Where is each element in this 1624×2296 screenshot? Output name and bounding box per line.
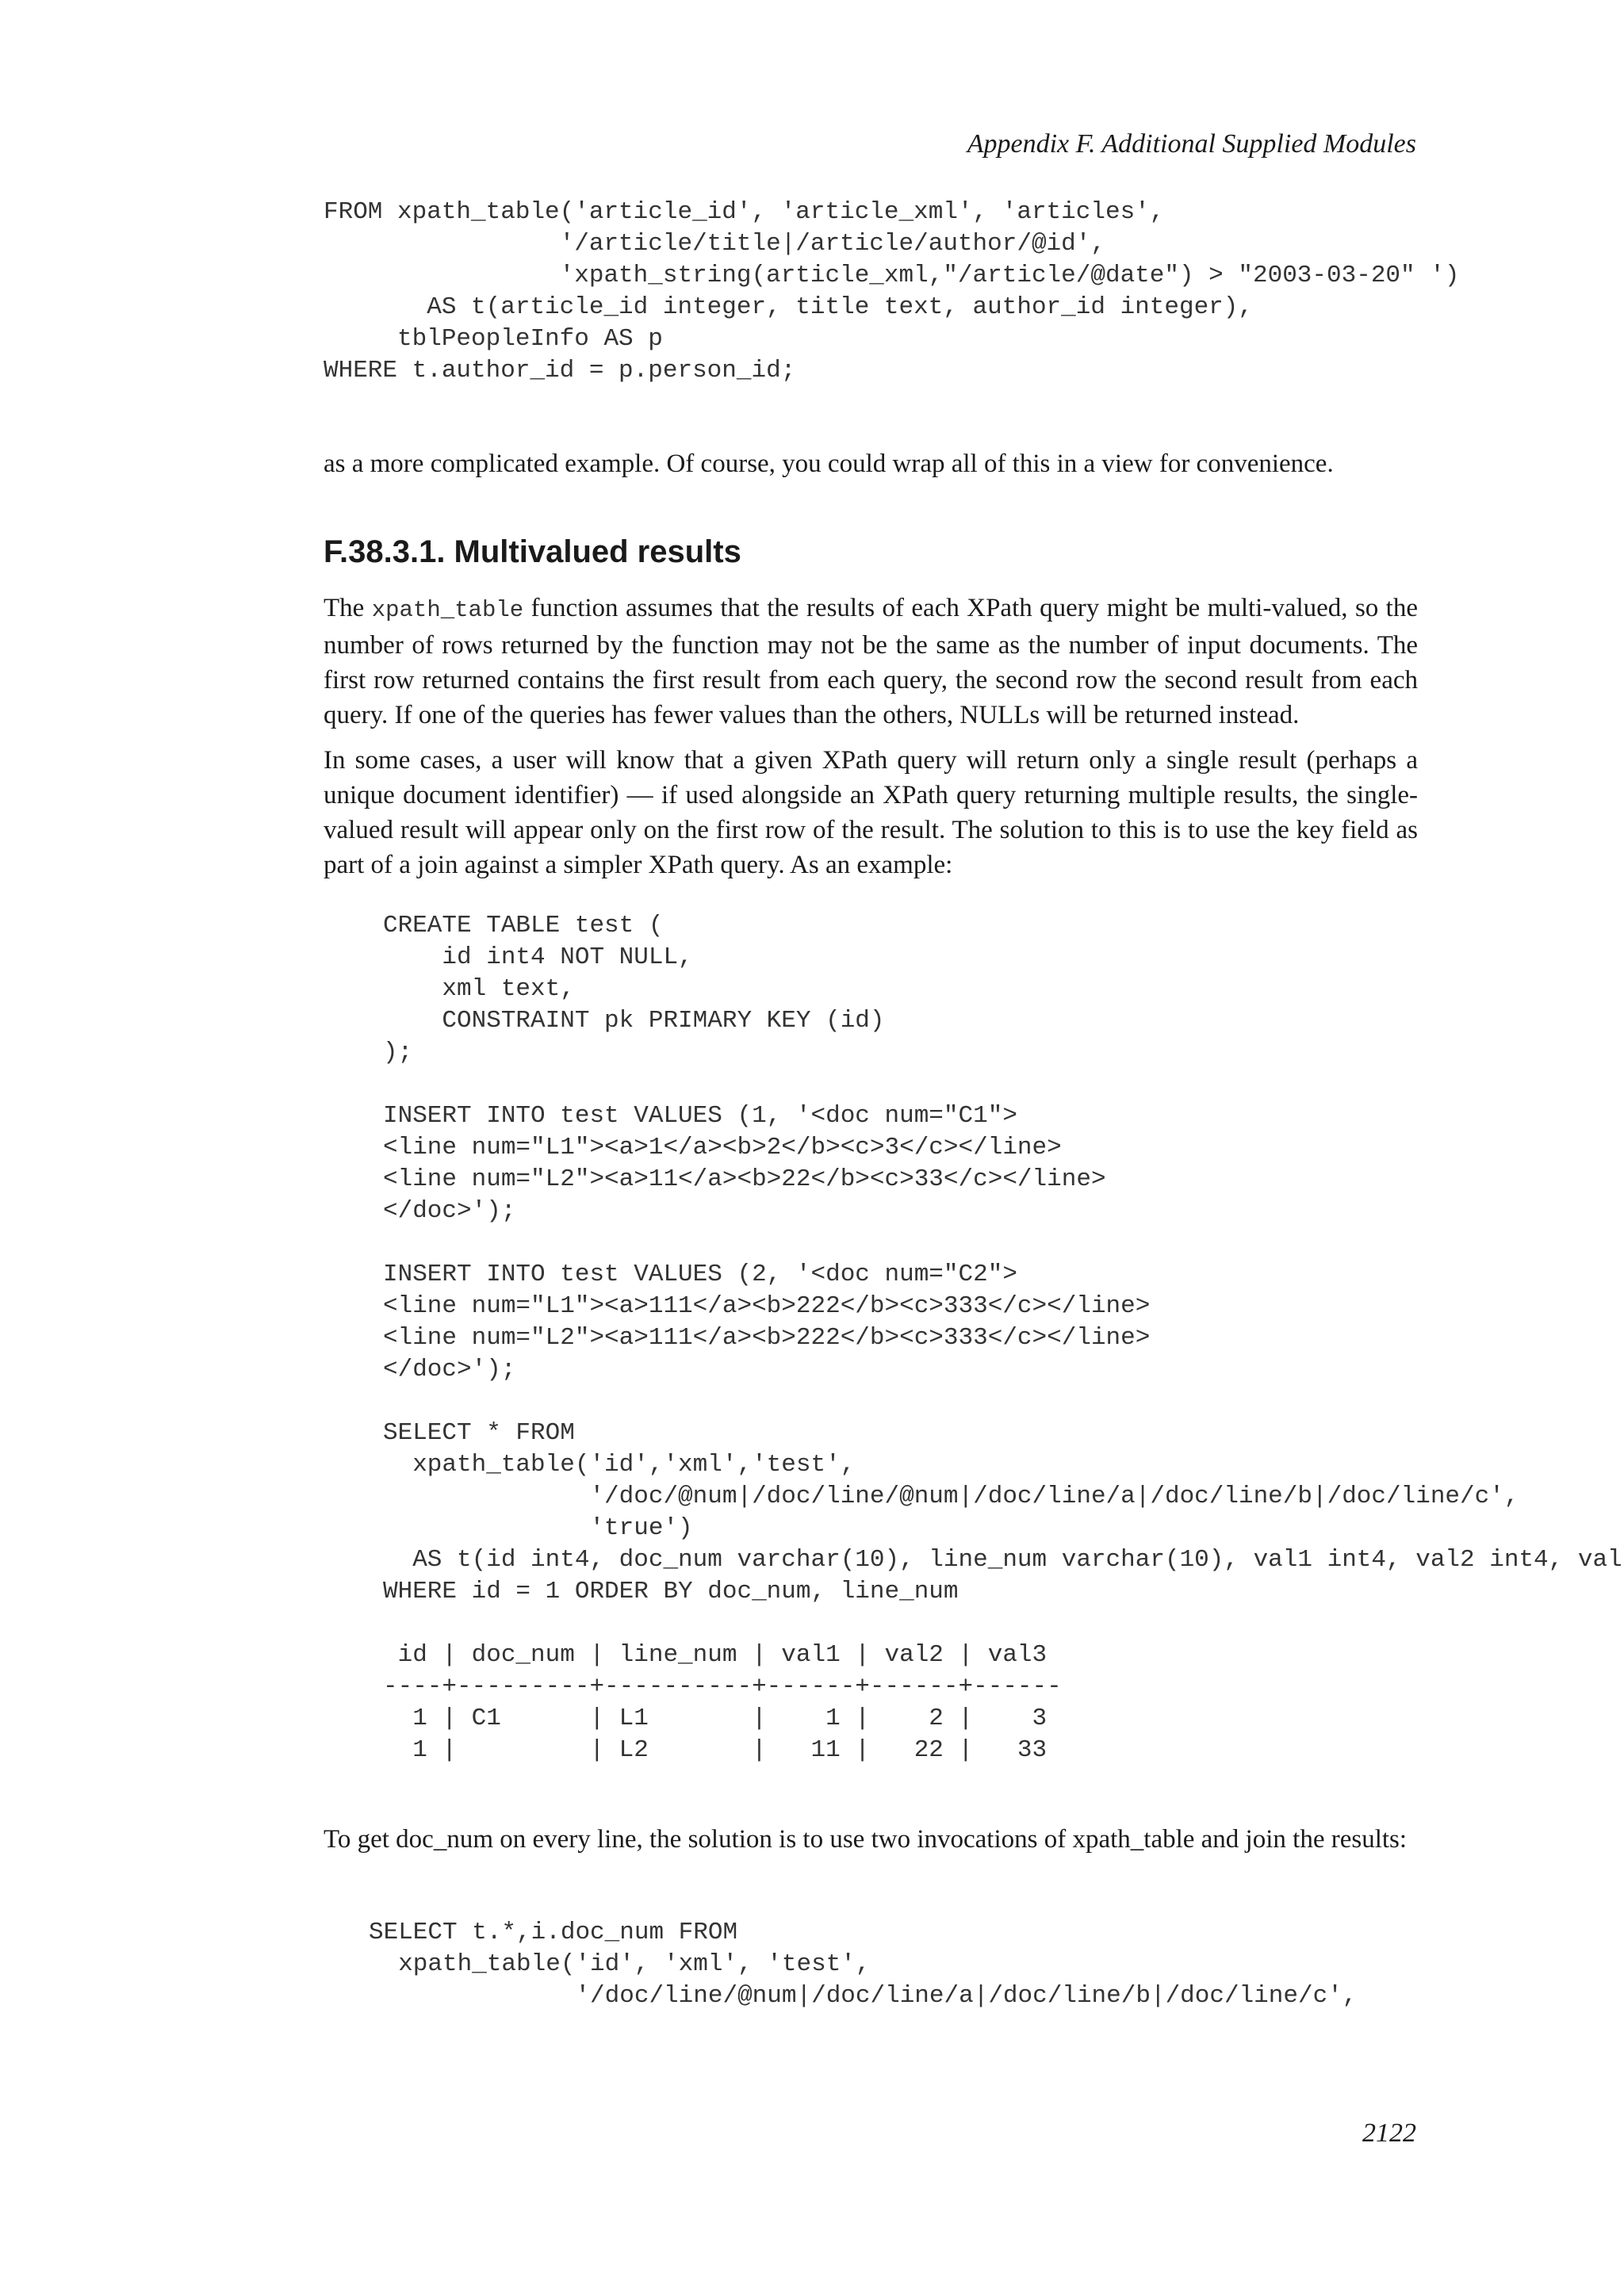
paragraph-rest-text: function assumes that the results of each XPath query might be multi-valued, so the number of rows returned by the function may not be the same as the number of input documents. The first row returned contains the first result from each query, the second row the second result from each query. If one of the queries has fewer values than the others, NULLs will be returned instead. (324, 594, 1419, 729)
inline-code-xpath-table: xpath_table (371, 597, 524, 623)
paragraph-multivalued-intro (324, 591, 1418, 733)
code-block-two-invocations: SELECT t.*,i.doc_num FROM xpath_table('id', 'xml', 'test', '/doc/line/@num|/doc/line/a|/doc/line/b|/doc/line/c', (369, 1919, 1358, 2010)
section-heading: F.38.3.1. Multivalued results (324, 534, 741, 569)
paragraph-complicated-example: as a more complicated example. Of course, you could wrap all of this in a view for convenience. (324, 450, 1334, 478)
code-block-xpath-join-example: FROM xpath_table('article_id', 'article_xml', 'articles', '/article/title|/article/author/@id', 'xpath_string(article_xml,"/article/@date") > "2003-03-20" ') AS t(article_id integer, title text, author_id integer), tblPeopleInfo AS p WHERE t.author_id = p.person_id; (324, 198, 1460, 385)
paragraph-doc-num-solution: To get doc_num on every line, the solution is to use two invocations of xpath_table and join the results: (324, 1825, 1408, 1854)
code-block-test-table-example: CREATE TABLE test ( id int4 NOT NULL, xml text, CONSTRAINT pk PRIMARY KEY (id) ); INSERT INTO test VALUES (1, '<doc num="C1"> <line num="L1"><a>1</a><b>2</b><c>3</c></line> <line num="L2"><a>11</a><b>22</b><c>33</c></line> </doc>'); INSERT INTO test VALUES (2, '<doc num="C2"> <line num="L1"><a>111</a><b>222</b><c>333</c></line> <line num="L2"><a>111</a><b>222</b><c>333</c></line> </doc>'); SELECT * FROM xpath_table('id','xml','test', '/doc/@num|/doc/line/@num|/doc/line/a|/doc/line/b|/doc/line/c', 'true') AS t(id int4, doc_num varchar(10), line_num varchar(10), val1 int4, val2 int4, val WHERE id = 1 ORDER BY doc_num, line_num id | doc_num | line_num | val1 | val2 | val3 ----+---------+----------+------+------+------ 1 | C1 | L1 | 1 | 2 | 3 1 | | L2 | 11 | 22 | 33 (383, 912, 1622, 1764)
paragraph-single-result: In some cases, a user will know that a given XPath query will return only a single result (perhaps a unique document identifier) — if used alongside an XPath query returning multiple results, the single-valued result will appear only on the first row of the result. The solution to this is to use the key field as part of a join against a simpler XPath query. As an example: (324, 746, 1418, 879)
page-number: 2122 (1362, 2118, 1416, 2148)
running-header: Appendix F. Additional Supplied Modules (967, 129, 1416, 159)
paragraph-lead-text: The (324, 594, 372, 622)
